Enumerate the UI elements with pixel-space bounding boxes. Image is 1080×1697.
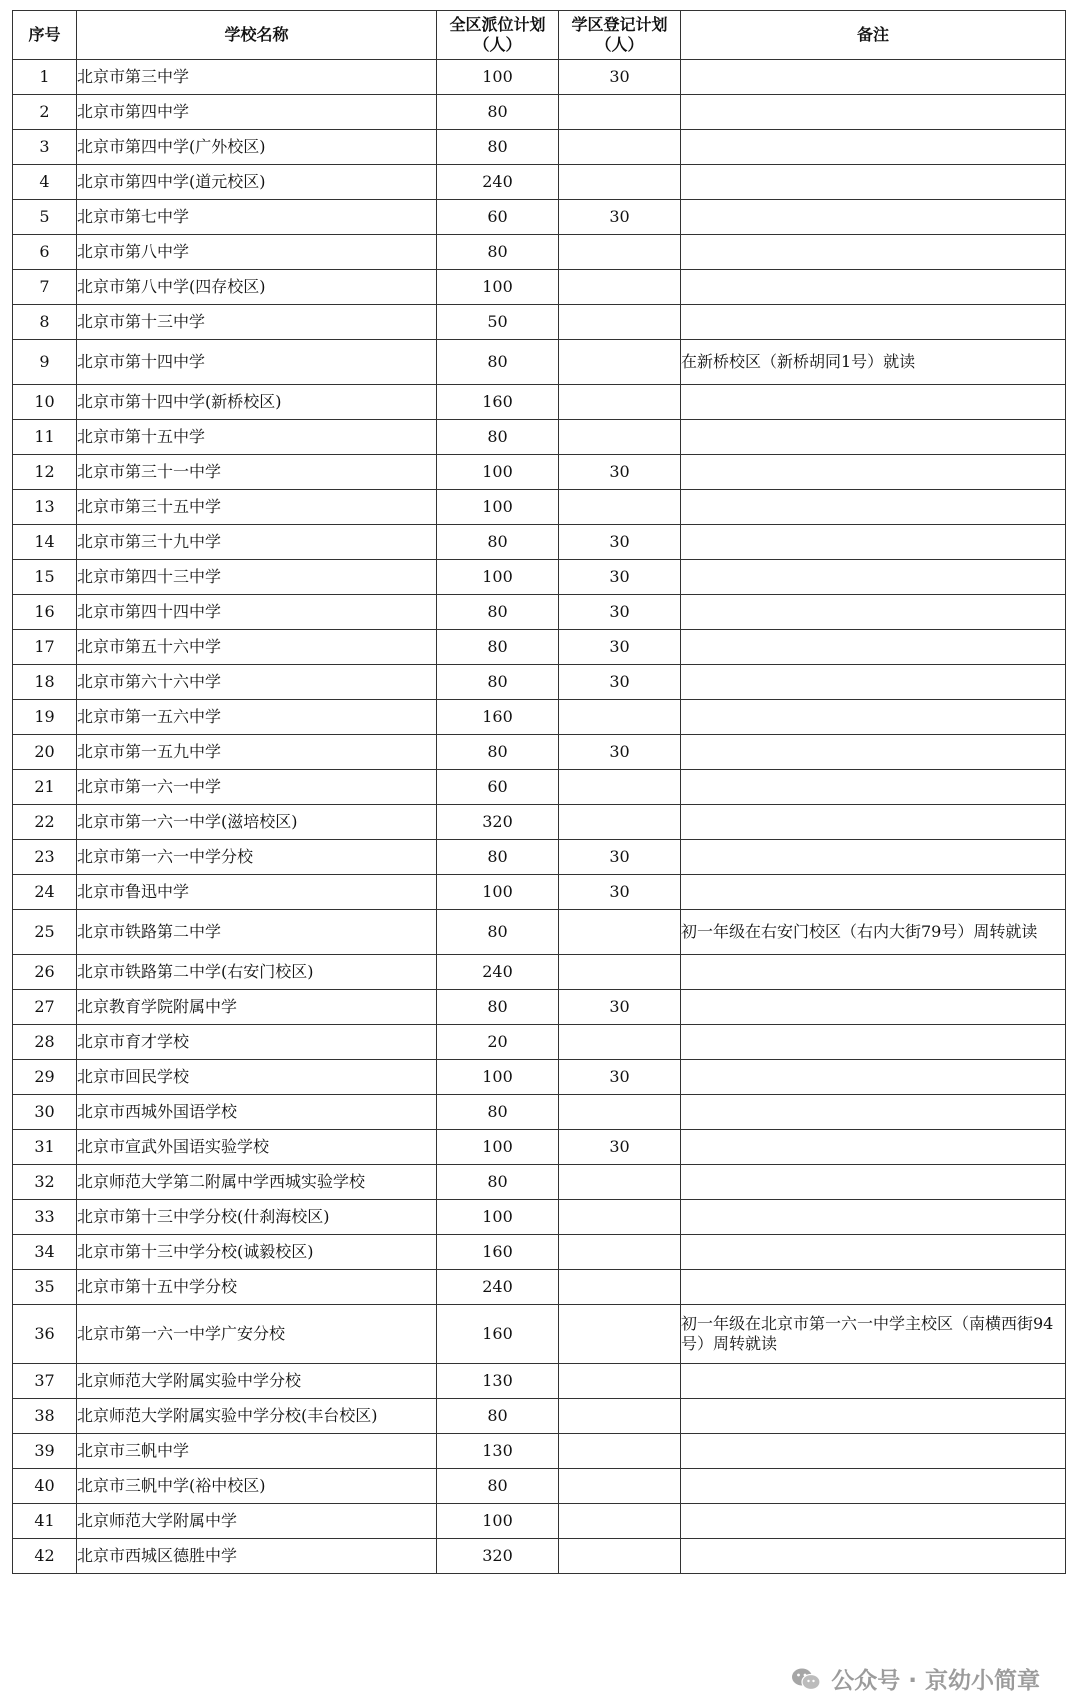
district-plan-value: 160 xyxy=(437,700,559,735)
table-row xyxy=(13,420,1066,455)
school-name: 北京市铁路第二中学(右安门校区) xyxy=(77,955,437,990)
zone-plan-value xyxy=(559,770,681,805)
district-plan-value: 80 xyxy=(437,525,559,560)
district-plan-value: 60 xyxy=(437,200,559,235)
district-plan-value: 80 xyxy=(437,990,559,1025)
school-name: 北京市第十五中学分校 xyxy=(77,1270,437,1305)
zone-plan-value: 30 xyxy=(559,60,681,95)
zone-plan-value: 30 xyxy=(559,455,681,490)
school-name: 北京市第十五中学 xyxy=(77,420,437,455)
district-plan-value: 100 xyxy=(437,60,559,95)
school-name: 北京市第十三中学分校(诚毅校区) xyxy=(77,1235,437,1270)
district-plan-value: 80 xyxy=(437,1095,559,1130)
district-plan-value: 130 xyxy=(437,1434,559,1469)
row-number: 41 xyxy=(13,1504,77,1539)
row-number: 19 xyxy=(13,700,77,735)
school-name: 北京市回民学校 xyxy=(77,1060,437,1095)
district-plan-value: 100 xyxy=(437,1130,559,1165)
district-plan-value: 80 xyxy=(437,235,559,270)
district-plan-value: 100 xyxy=(437,1060,559,1095)
district-plan-value: 160 xyxy=(437,385,559,420)
note-value xyxy=(681,1469,1066,1504)
school-name: 北京市第四十三中学 xyxy=(77,560,437,595)
zone-plan-value: 30 xyxy=(559,200,681,235)
table-row xyxy=(13,1025,1066,1060)
zone-plan-value xyxy=(559,700,681,735)
zone-plan-value xyxy=(559,1469,681,1504)
district-plan-value: 100 xyxy=(437,455,559,490)
header-row xyxy=(13,11,1066,60)
table-row xyxy=(13,1270,1066,1305)
table-row xyxy=(13,490,1066,525)
row-number: 37 xyxy=(13,1364,77,1399)
zone-plan-value xyxy=(559,235,681,270)
school-name: 北京市三帆中学(裕中校区) xyxy=(77,1469,437,1504)
table-body xyxy=(13,60,1066,1574)
school-name: 北京市第一五九中学 xyxy=(77,735,437,770)
school-name: 北京师范大学附属中学 xyxy=(77,1504,437,1539)
row-number: 34 xyxy=(13,1235,77,1270)
row-number: 31 xyxy=(13,1130,77,1165)
table-row xyxy=(13,1305,1066,1364)
district-plan-value: 240 xyxy=(437,165,559,200)
note-value xyxy=(681,200,1066,235)
zone-plan-value xyxy=(559,340,681,385)
school-name: 北京市第三中学 xyxy=(77,60,437,95)
table-row xyxy=(13,595,1066,630)
note-value xyxy=(681,130,1066,165)
table-row xyxy=(13,385,1066,420)
wechat-icon xyxy=(791,1667,821,1691)
note-value xyxy=(681,60,1066,95)
zone-plan-value xyxy=(559,1235,681,1270)
school-name: 北京市宣武外国语实验学校 xyxy=(77,1130,437,1165)
table-row xyxy=(13,1060,1066,1095)
zone-plan-value xyxy=(559,165,681,200)
school-name: 北京市鲁迅中学 xyxy=(77,875,437,910)
table-row xyxy=(13,165,1066,200)
row-number: 12 xyxy=(13,455,77,490)
zone-plan-value: 30 xyxy=(559,875,681,910)
district-plan-value: 80 xyxy=(437,420,559,455)
school-name: 北京市第一五六中学 xyxy=(77,700,437,735)
header-school-name: 学校名称 xyxy=(77,11,437,60)
school-name: 北京市第四中学 xyxy=(77,95,437,130)
zone-plan-value xyxy=(559,305,681,340)
school-name: 北京市第八中学 xyxy=(77,235,437,270)
note-value xyxy=(681,955,1066,990)
zone-plan-value xyxy=(559,270,681,305)
school-name: 北京市西城区德胜中学 xyxy=(77,1539,437,1574)
row-number: 35 xyxy=(13,1270,77,1305)
watermark-text: 公众号 · 京幼小简章 xyxy=(831,1668,1040,1694)
table-row xyxy=(13,305,1066,340)
table-row xyxy=(13,665,1066,700)
district-plan-value: 80 xyxy=(437,630,559,665)
table-row xyxy=(13,1539,1066,1574)
note-value: 在新桥校区（新桥胡同1号）就读 xyxy=(681,340,1066,385)
zone-plan-value: 30 xyxy=(559,1060,681,1095)
school-name: 北京市第四中学(道元校区) xyxy=(77,165,437,200)
table-row xyxy=(13,840,1066,875)
table-row xyxy=(13,235,1066,270)
note-value xyxy=(681,1060,1066,1095)
note-value xyxy=(681,1130,1066,1165)
row-number: 32 xyxy=(13,1165,77,1200)
row-number: 2 xyxy=(13,95,77,130)
watermark xyxy=(791,1662,1040,1695)
table-row xyxy=(13,1235,1066,1270)
school-name: 北京市第三十五中学 xyxy=(77,490,437,525)
note-value xyxy=(681,1364,1066,1399)
note-value: 初一年级在右安门校区（右内大街79号）周转就读 xyxy=(681,910,1066,955)
zone-plan-value xyxy=(559,1504,681,1539)
zone-plan-value xyxy=(559,420,681,455)
school-name: 北京市第十四中学 xyxy=(77,340,437,385)
district-plan-value: 160 xyxy=(437,1305,559,1364)
row-number: 24 xyxy=(13,875,77,910)
district-plan-value: 80 xyxy=(437,130,559,165)
zone-plan-value xyxy=(559,1095,681,1130)
table-row xyxy=(13,910,1066,955)
school-name: 北京市第三十九中学 xyxy=(77,525,437,560)
row-number: 13 xyxy=(13,490,77,525)
zone-plan-value xyxy=(559,805,681,840)
note-value xyxy=(681,490,1066,525)
table-row xyxy=(13,700,1066,735)
school-name: 北京市第一六一中学分校 xyxy=(77,840,437,875)
district-plan-value: 130 xyxy=(437,1364,559,1399)
school-name: 北京市第一六一中学 xyxy=(77,770,437,805)
row-number: 30 xyxy=(13,1095,77,1130)
table-row xyxy=(13,340,1066,385)
note-value xyxy=(681,805,1066,840)
note-value xyxy=(681,385,1066,420)
row-number: 21 xyxy=(13,770,77,805)
row-number: 6 xyxy=(13,235,77,270)
header-note: 备注 xyxy=(681,11,1066,60)
note-value xyxy=(681,1504,1066,1539)
enrollment-plan-table xyxy=(12,10,1066,1574)
note-value xyxy=(681,1270,1066,1305)
school-name: 北京市第十三中学分校(什刹海校区) xyxy=(77,1200,437,1235)
row-number: 28 xyxy=(13,1025,77,1060)
zone-plan-value: 30 xyxy=(559,735,681,770)
row-number: 15 xyxy=(13,560,77,595)
row-number: 11 xyxy=(13,420,77,455)
table-row xyxy=(13,1130,1066,1165)
school-name: 北京市第六十六中学 xyxy=(77,665,437,700)
zone-plan-value xyxy=(559,95,681,130)
school-name: 北京市第十四中学(新桥校区) xyxy=(77,385,437,420)
note-value xyxy=(681,1165,1066,1200)
table-row xyxy=(13,60,1066,95)
row-number: 38 xyxy=(13,1399,77,1434)
note-value xyxy=(681,95,1066,130)
school-name: 北京市第一六一中学(滋培校区) xyxy=(77,805,437,840)
district-plan-value: 80 xyxy=(437,1469,559,1504)
school-name: 北京师范大学附属实验中学分校 xyxy=(77,1364,437,1399)
note-value xyxy=(681,665,1066,700)
table-row xyxy=(13,1200,1066,1235)
table-row xyxy=(13,1504,1066,1539)
note-value xyxy=(681,595,1066,630)
school-name: 北京市西城外国语学校 xyxy=(77,1095,437,1130)
header-district-plan: 全区派位计划（人） xyxy=(437,11,559,60)
row-number: 42 xyxy=(13,1539,77,1574)
zone-plan-value xyxy=(559,1364,681,1399)
note-value xyxy=(681,735,1066,770)
district-plan-value: 100 xyxy=(437,560,559,595)
zone-plan-value xyxy=(559,955,681,990)
zone-plan-value xyxy=(559,1165,681,1200)
row-number: 33 xyxy=(13,1200,77,1235)
table-row xyxy=(13,1095,1066,1130)
district-plan-value: 80 xyxy=(437,1165,559,1200)
zone-plan-value: 30 xyxy=(559,560,681,595)
row-number: 14 xyxy=(13,525,77,560)
row-number: 26 xyxy=(13,955,77,990)
district-plan-value: 100 xyxy=(437,1504,559,1539)
zone-plan-value: 30 xyxy=(559,630,681,665)
row-number: 4 xyxy=(13,165,77,200)
note-value xyxy=(681,165,1066,200)
district-plan-value: 80 xyxy=(437,1399,559,1434)
note-value xyxy=(681,235,1066,270)
note-value xyxy=(681,525,1066,560)
school-name: 北京市第一六一中学广安分校 xyxy=(77,1305,437,1364)
note-value xyxy=(681,1025,1066,1060)
row-number: 39 xyxy=(13,1434,77,1469)
table-row xyxy=(13,95,1066,130)
row-number: 1 xyxy=(13,60,77,95)
school-name: 北京市第七中学 xyxy=(77,200,437,235)
zone-plan-value xyxy=(559,1305,681,1364)
district-plan-value: 50 xyxy=(437,305,559,340)
row-number: 20 xyxy=(13,735,77,770)
district-plan-value: 80 xyxy=(437,665,559,700)
table-row xyxy=(13,130,1066,165)
note-value xyxy=(681,700,1066,735)
table-row xyxy=(13,525,1066,560)
district-plan-value: 240 xyxy=(437,1270,559,1305)
row-number: 5 xyxy=(13,200,77,235)
note-value xyxy=(681,560,1066,595)
district-plan-value: 240 xyxy=(437,955,559,990)
table-row xyxy=(13,955,1066,990)
table-row xyxy=(13,270,1066,305)
table-row xyxy=(13,1469,1066,1504)
table-row xyxy=(13,1434,1066,1469)
zone-plan-value xyxy=(559,1200,681,1235)
note-value xyxy=(681,630,1066,665)
zone-plan-value: 30 xyxy=(559,840,681,875)
zone-plan-value: 30 xyxy=(559,1130,681,1165)
header-zone-plan: 学区登记计划（人） xyxy=(559,11,681,60)
district-plan-value: 160 xyxy=(437,1235,559,1270)
table-row xyxy=(13,455,1066,490)
note-value xyxy=(681,1200,1066,1235)
district-plan-value: 20 xyxy=(437,1025,559,1060)
note-value xyxy=(681,840,1066,875)
row-number: 36 xyxy=(13,1305,77,1364)
zone-plan-value xyxy=(559,1025,681,1060)
note-value xyxy=(681,270,1066,305)
table-row xyxy=(13,770,1066,805)
note-value: 初一年级在北京市第一六一中学主校区（南横西街94号）周转就读 xyxy=(681,1305,1066,1364)
school-name: 北京市第四中学(广外校区) xyxy=(77,130,437,165)
note-value xyxy=(681,1399,1066,1434)
note-value xyxy=(681,875,1066,910)
note-value xyxy=(681,770,1066,805)
note-value xyxy=(681,1095,1066,1130)
district-plan-value: 60 xyxy=(437,770,559,805)
table-row xyxy=(13,200,1066,235)
zone-plan-value xyxy=(559,910,681,955)
note-value xyxy=(681,1235,1066,1270)
table-row xyxy=(13,1364,1066,1399)
zone-plan-value xyxy=(559,130,681,165)
zone-plan-value: 30 xyxy=(559,525,681,560)
row-number: 16 xyxy=(13,595,77,630)
zone-plan-value: 30 xyxy=(559,990,681,1025)
zone-plan-value: 30 xyxy=(559,665,681,700)
district-plan-value: 320 xyxy=(437,1539,559,1574)
school-name: 北京教育学院附属中学 xyxy=(77,990,437,1025)
school-name: 北京市铁路第二中学 xyxy=(77,910,437,955)
school-name: 北京师范大学第二附属中学西城实验学校 xyxy=(77,1165,437,1200)
district-plan-value: 80 xyxy=(437,735,559,770)
zone-plan-value xyxy=(559,1399,681,1434)
row-number: 25 xyxy=(13,910,77,955)
school-name: 北京市第四十四中学 xyxy=(77,595,437,630)
note-value xyxy=(681,1434,1066,1469)
district-plan-value: 100 xyxy=(437,490,559,525)
row-number: 22 xyxy=(13,805,77,840)
school-name: 北京市第八中学(四存校区) xyxy=(77,270,437,305)
zone-plan-value: 30 xyxy=(559,595,681,630)
header-no: 序号 xyxy=(13,11,77,60)
school-name: 北京市第十三中学 xyxy=(77,305,437,340)
school-name: 北京市第三十一中学 xyxy=(77,455,437,490)
row-number: 23 xyxy=(13,840,77,875)
zone-plan-value xyxy=(559,1434,681,1469)
row-number: 27 xyxy=(13,990,77,1025)
row-number: 9 xyxy=(13,340,77,385)
row-number: 10 xyxy=(13,385,77,420)
row-number: 3 xyxy=(13,130,77,165)
school-name: 北京师范大学附属实验中学分校(丰台校区) xyxy=(77,1399,437,1434)
table-row xyxy=(13,735,1066,770)
district-plan-value: 100 xyxy=(437,1200,559,1235)
row-number: 18 xyxy=(13,665,77,700)
row-number: 40 xyxy=(13,1469,77,1504)
note-value xyxy=(681,420,1066,455)
note-value xyxy=(681,990,1066,1025)
district-plan-value: 80 xyxy=(437,95,559,130)
zone-plan-value xyxy=(559,490,681,525)
zone-plan-value xyxy=(559,1539,681,1574)
table-row xyxy=(13,805,1066,840)
table-row xyxy=(13,1399,1066,1434)
note-value xyxy=(681,455,1066,490)
table-row xyxy=(13,560,1066,595)
row-number: 29 xyxy=(13,1060,77,1095)
school-name: 北京市第五十六中学 xyxy=(77,630,437,665)
district-plan-value: 320 xyxy=(437,805,559,840)
district-plan-value: 100 xyxy=(437,875,559,910)
row-number: 17 xyxy=(13,630,77,665)
table-row xyxy=(13,630,1066,665)
table-row xyxy=(13,1165,1066,1200)
note-value xyxy=(681,1539,1066,1574)
district-plan-value: 80 xyxy=(437,910,559,955)
note-value xyxy=(681,305,1066,340)
row-number: 8 xyxy=(13,305,77,340)
zone-plan-value xyxy=(559,1270,681,1305)
row-number: 7 xyxy=(13,270,77,305)
district-plan-value: 80 xyxy=(437,340,559,385)
school-name: 北京市育才学校 xyxy=(77,1025,437,1060)
district-plan-value: 80 xyxy=(437,595,559,630)
district-plan-value: 100 xyxy=(437,270,559,305)
district-plan-value: 80 xyxy=(437,840,559,875)
table-row xyxy=(13,990,1066,1025)
school-name: 北京市三帆中学 xyxy=(77,1434,437,1469)
zone-plan-value xyxy=(559,385,681,420)
table-row xyxy=(13,875,1066,910)
